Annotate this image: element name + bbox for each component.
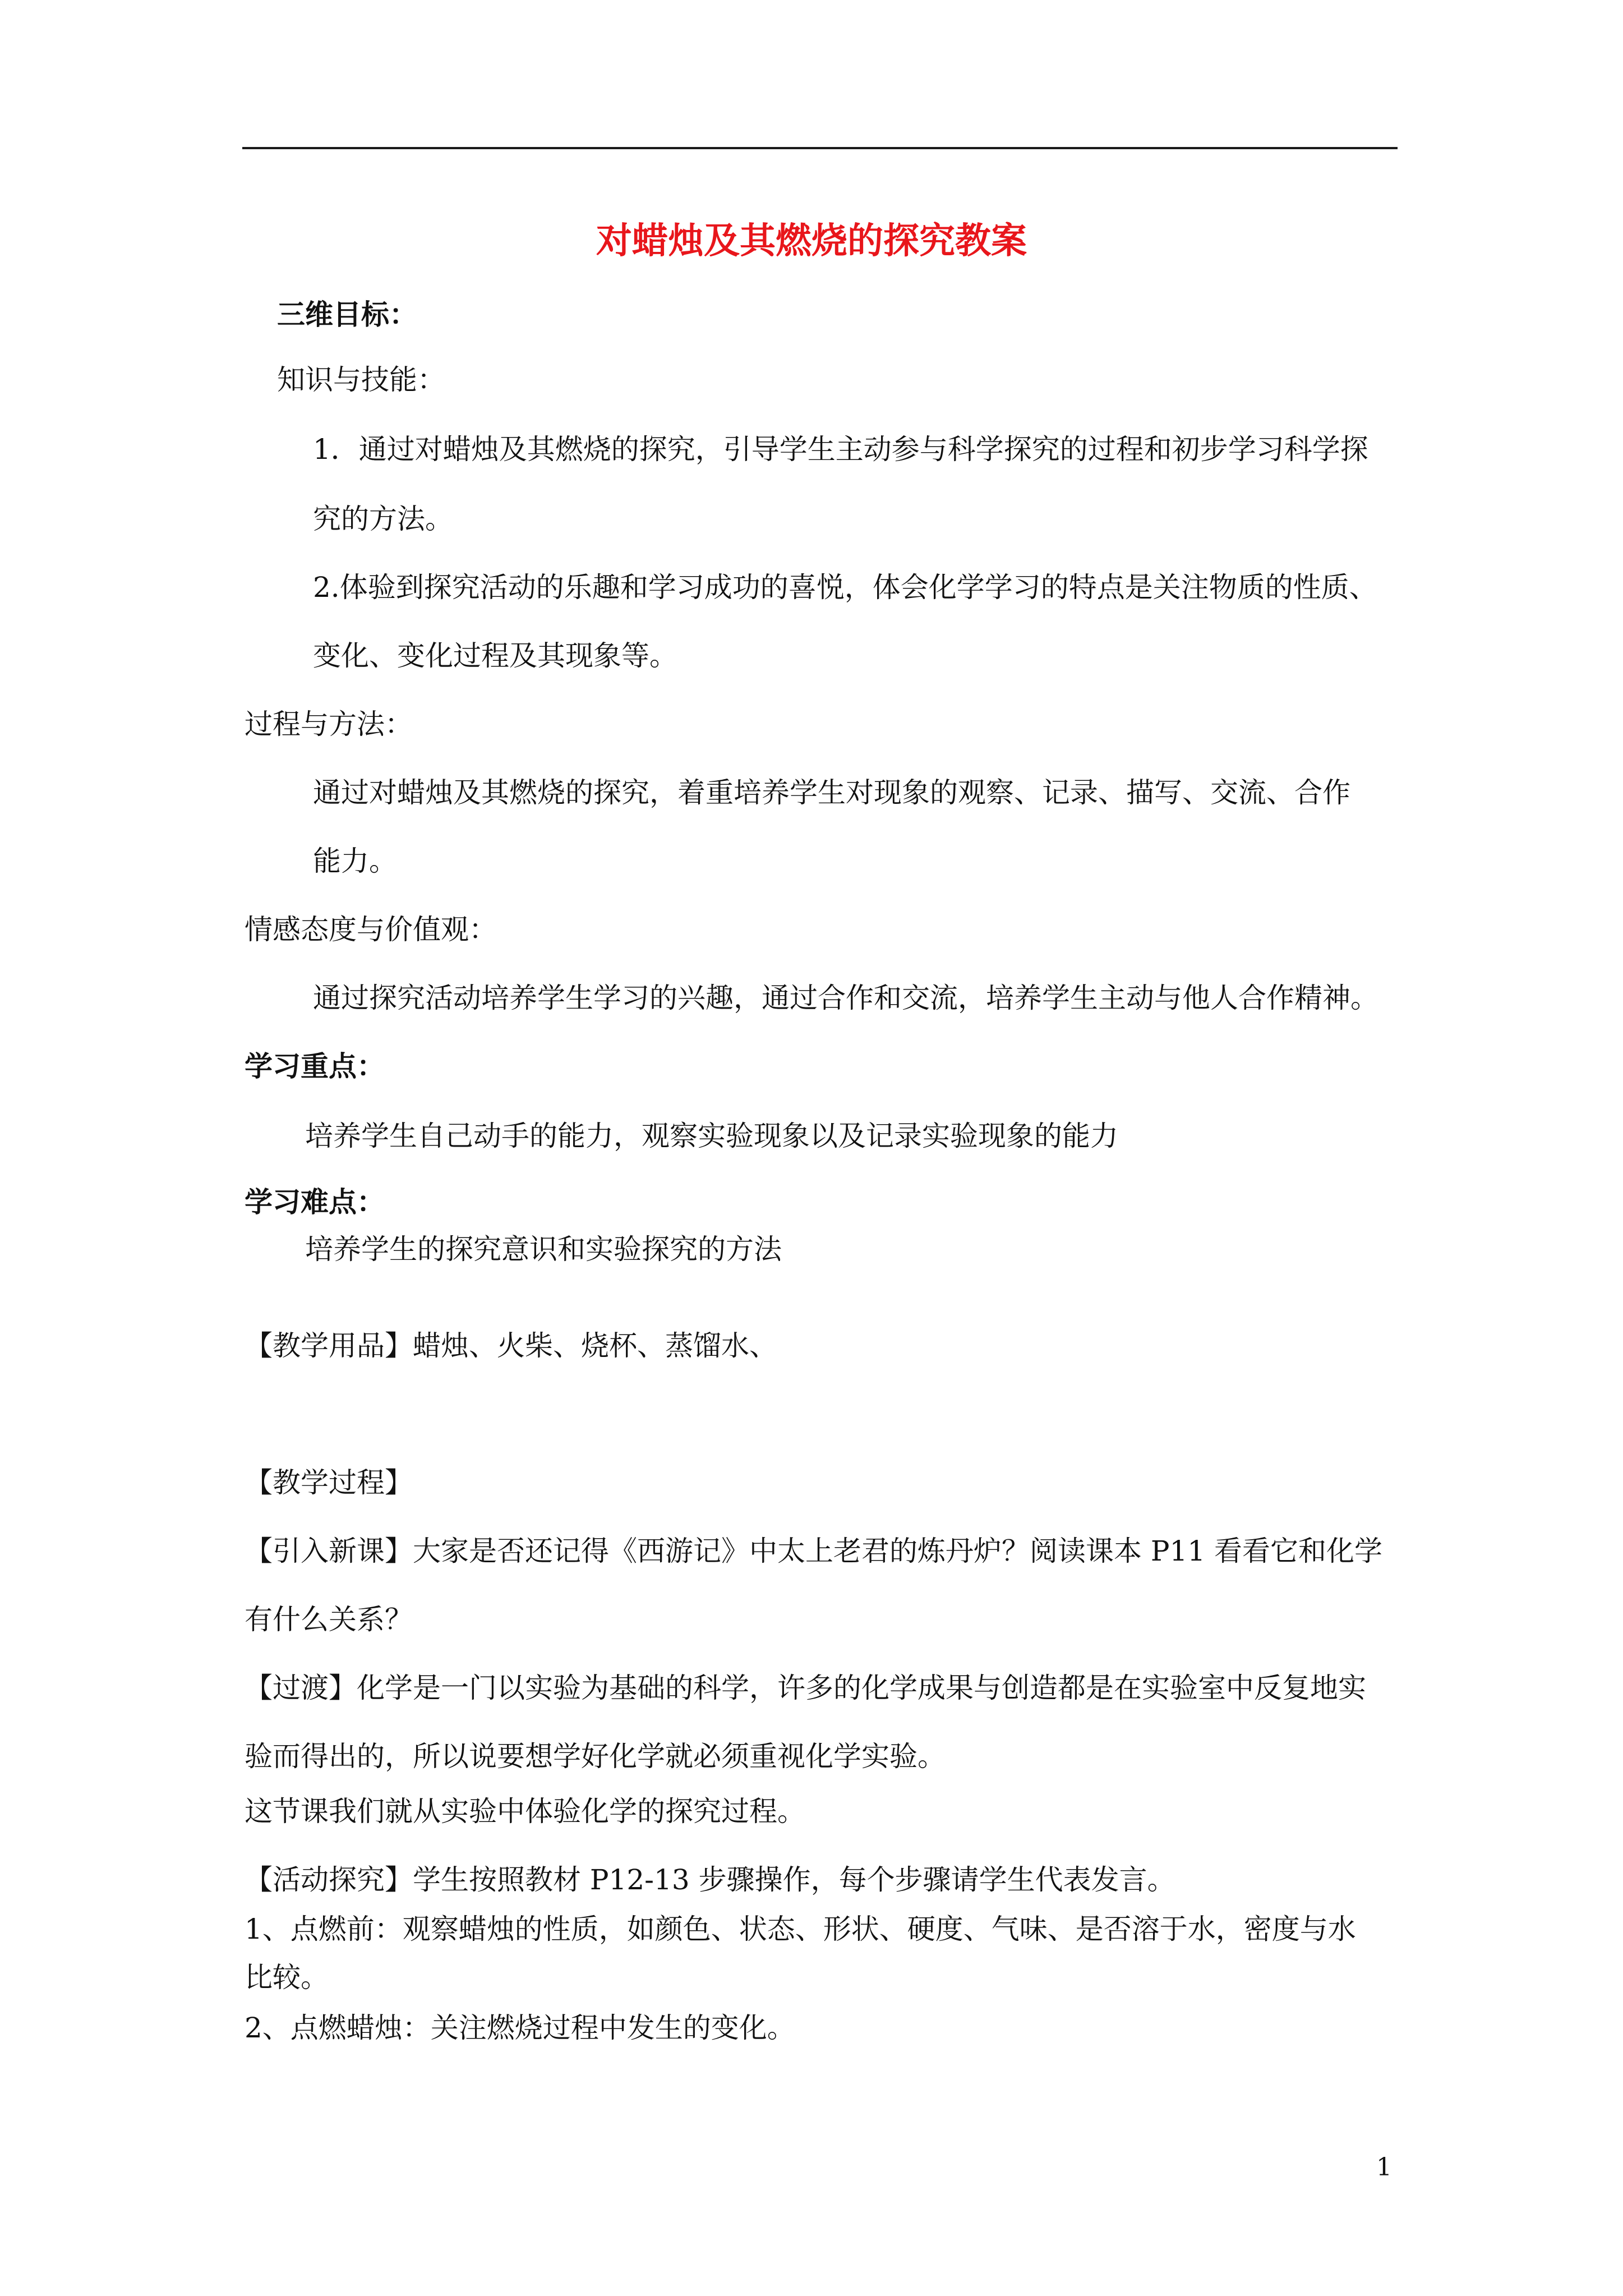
process-heading: 过程与方法：	[245, 708, 413, 740]
difficulty-heading: 学习难点：	[245, 1186, 385, 1218]
step1-line1: 1、点燃前：观察蜡烛的性质，如颜色、状态、形状、硬度、气味、是否溶于水，密度与水	[245, 1913, 1356, 1945]
process-text-line2: 能力。	[313, 845, 397, 877]
difficulty-text: 培养学生的探究意识和实验探究的方法	[305, 1233, 782, 1266]
transition-line2: 验而得出的，所以说要想学好化学就必须重视化学实验。	[245, 1740, 946, 1773]
knowledge-item2-line2: 变化、变化过程及其现象等。	[313, 639, 677, 672]
knowledge-item2-line1: 2.体验到探究活动的乐趣和学习成功的喜悦，体会化学学习的特点是关注物质的性质、	[313, 571, 1377, 604]
supplies-line: 【教学用品】蜡烛、火柴、烧杯、蒸馏水、	[245, 1329, 777, 1362]
step2-line: 2、点燃蜡烛：关注燃烧过程中发生的变化。	[245, 2012, 795, 2044]
intro-line1: 【引入新课】大家是否还记得《西游记》中太上老君的炼丹炉？阅读课本 P11 看看它和化学	[245, 1535, 1383, 1567]
knowledge-item1-line2: 究的方法。	[313, 503, 453, 535]
process-text-line1: 通过对蜡烛及其燃烧的探究，着重培养学生对现象的观察、记录、描写、交流、合作	[313, 776, 1350, 809]
emotion-heading: 情感态度与价值观：	[245, 913, 497, 946]
step1-line2: 比较。	[245, 1961, 329, 1994]
knowledge-item1-line1: 1．通过对蜡烛及其燃烧的探究，引导学生主动参与科学探究的过程和初步学习科学探	[313, 433, 1368, 466]
emotion-text: 通过探究活动培养学生学习的兴趣，通过合作和交流，培养学生主动与他人合作精神。	[313, 982, 1378, 1014]
key-point-heading: 学习重点：	[245, 1050, 385, 1083]
intro-line2: 有什么关系？	[245, 1603, 413, 1636]
page-number: 1	[1376, 2153, 1392, 2182]
transition-line1: 【过渡】化学是一门以实验为基础的科学，许多的化学成果与创造都是在实验室中反复地实	[245, 1672, 1366, 1704]
goals-heading: 三维目标：	[277, 298, 417, 331]
document-title: 对蜡烛及其燃烧的探究教案	[596, 220, 1027, 262]
lesson-line: 这节课我们就从实验中体验化学的探究过程。	[245, 1795, 805, 1828]
key-point-text: 培养学生自己动手的能力，观察实验现象以及记录实验现象的能力	[305, 1120, 1118, 1152]
activity-line: 【活动探究】学生按照教材 P12-13 步骤操作，每个步骤请学生代表发言。	[245, 1864, 1175, 1896]
procedure-heading: 【教学过程】	[245, 1466, 413, 1499]
knowledge-heading: 知识与技能：	[277, 364, 445, 396]
header-rule	[242, 147, 1398, 149]
